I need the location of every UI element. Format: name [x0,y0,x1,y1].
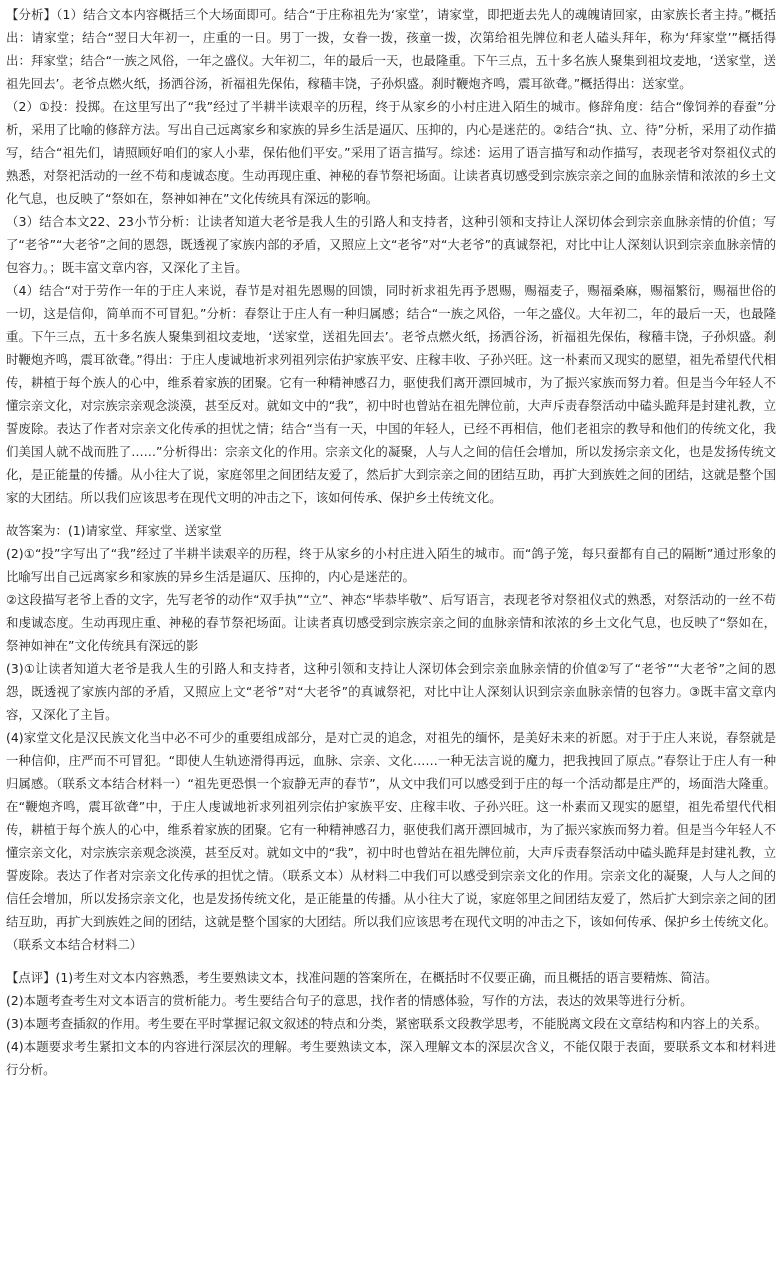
analysis-part-1: 【分析】（1）结合文本内容概括三个大场面即可。结合“于庄称祖先为‘家堂’，请家堂，即把逝去先人的魂魄请回家，由家族长者主持。”概括出：请家堂；结合“翌日大年初一，庄重的一日。男丁一拨，女眷一拨，孩童一拨，次第给祖先牌位和老人磕头拜年，称为‘拜家堂’”概括得出：拜家堂；结合“一族之风俗，一年之盛仪。大年初二，年的最后一天，也最隆重。下午三点，五十多名族人聚集到祖坟麦地，‘送家堂，送祖先回去’。老爷点燃火纸，扬洒谷汤，祈福祖先保佑，稼穑丰饶，子孙炽盛。刹时鞭炮齐鸣，震耳欲聋。”概括得出：送家堂。 [6,7,776,91]
analysis-part-2: （2）①投：投掷。在这里写出了“我”经过了半耕半读艰辛的历程，终于从家乡的小村庄进入陌生的城市。修辞角度：结合“像饲养的春蚕”分析，采用了比喻的修辞方法。写出自己远离家乡和家族的异乡生活是逼仄、压抑的，内心是迷茫的。②结合“执、立、待”分析，采用了动作描写，结合“祖先们，请照顾好咱们的家人小辈，保佑他们平安。”采用了语言描写。综述：运用了语言描写和动作描写，表现老爷对祭祖仪式的熟悉，对祭祀活动的一丝不苟和虔诚态度。生动再现庄重、神秘的春节祭祀场面。让读者真切感受到宗族宗亲之间的血脉亲情和浓浓的乡土文化气息，也反映了“祭如在，祭神如神在”文化传统具有深远的影响。 [6,99,776,206]
comment-1: 【点评】(1)考生对文本内容熟悉，考生要熟读文本，找准问题的答案所在，在概括时不仅要正确，而且概括的语言要精炼、简洁。 [6,970,718,985]
answer-section [6,519,776,956]
comment-2: (2)本题考查考生对文本语言的赏析能力。考生要结合句子的意思，找作者的情感体验，写作的方法，表达的效果等进行分析。 [6,993,693,1008]
analysis-section [6,3,776,509]
section-spacer [6,509,776,519]
answer-intro: 故答案为：(1)请家堂、拜家堂、送家堂 [6,523,222,538]
comment-4: (4)本题要求考生紧扣文本的内容进行深层次的理解。考生要熟读文本，深入理解文本的深层次含义，不能仅限于表面，要联系文本和材料进行分析。 [6,1039,776,1077]
analysis-part-4: （4）结合“对于劳作一年的于庄人来说，春节是对祖先恩赐的回馈，同时祈求祖先再予恩赐，赐福麦子，赐福桑麻，赐福繁衍，赐福世俗的一切，这是信仰，简单而不可冒犯。”分析：春祭让于庄人有一种归属感；结合“一族之风俗，一年之盛仪。大年初二，年的最后一天，也最隆重。下午三点，五十多名族人聚集到祖坟麦地，‘送家堂，送祖先回去’。老爷点燃火纸，扬洒谷汤，祈福祖先保佑，稼穑丰饶，子孙炽盛。刹时鞭炮齐鸣，震耳欲聋。”得出：于庄人虔诚地祈求列祖列宗佑护家族平安、庄稼丰收、子孙兴旺。这一朴素而又现实的愿望，祖先希望代代相传，耕植于每个族人的心中，维系着家族的团聚。它有一种精神感召力，驱使我们离开漂回城市，为了振兴家族而努力着。但是当今年轻人不懂宗亲文化，对宗族宗亲观念淡漠，甚至反对。就如文中的“我”，初中时也曾站在祖先牌位前，大声斥责春祭活动中磕头跪拜是封建礼教，立誓废除。表达了作者对宗亲文化传承的担忧之情；结合“当有一天，中国的年轻人，已经不再相信，他们老祖宗的教导和他们的传统文化，我们美国人就不战而胜了……”分析得出：宗亲文化的作用。宗亲文化的凝聚，人与人之间的信任会增加，所以发扬宗亲文化，也是发扬传统文化，是正能量的传播。从小往大了说，家庭邻里之间团结友爱了，然后扩大到宗亲之间的团结互助，再扩大到族姓之间的团结，这就是整个国家的大团结。所以我们应该思考在现代文明的冲击之下，该如何传承、保护乡土传统文化。 [6,283,776,505]
comment-section [6,966,776,1081]
analysis-part-3: （3）结合本文22、23小节分析：让读者知道大老爷是我人生的引路人和支持者，这种引领和支持让人深切体会到宗亲血脉亲情的价值；写了“老爷”“大老爷”之间的恩怨，既透视了家族内部的矛盾，又照应上文“老爷”对“大老爷”的真诚祭祀，对比中让人深刻认识到宗亲血脉亲情的包容力。；既丰富文章内容，又深化了主旨。 [6,214,777,275]
answer-4: (4)家堂文化是汉民族文化当中必不可少的重要组成部分，是对亡灵的追念，对祖先的缅怀，是美好未来的祈愿。对于于庄人来说，春祭就是一种信仰，庄严而不可冒犯。“即使人生轨迹滑得再远，血脉、宗亲、文化……一种无法言说的魔力，把我拽回了原点。”春祭让于庄人有一种归属感。（联系文本结合材料一）“祖先更恐惧一个寂静无声的春节”，从文中我们可以感受到于庄的每一个活动都是庄严的，场面浩大隆重。在“鞭炮齐鸣，震耳欲聋”中，于庄人虔诚地祈求列祖列宗佑护家族平安、庄稼丰收、子孙兴旺。这一朴素而又现实的愿望，祖先希望代代相传，耕植于每个族人的心中，维系着家族的团聚。它有一种精神感召力，驱使我们离开漂回城市，为了振兴家族而努力着。但是当今年轻人不懂宗亲文化，对宗族宗亲观念淡漠，甚至反对。就如文中的“我”，初中时也曾站在祖先牌位前，大声斥责春祭活动中磕头跪拜是封建礼教，立誓废除。表达了作者对宗亲文化传承的担忧之情。（联系文本）从材料二中我们可以感受到宗亲文化的作用。宗亲文化的凝聚，人与人之间的信任会增加，所以发扬宗亲文化，也是发扬传统文化，是正能量的传播。从小往大了说，家庭邻里之间团结友爱了，然后扩大到宗亲之间的团结互助，再扩大到族姓之间的团结，这就是整个国家的大团结。所以我们应该思考在现代文明的冲击之下，该如何传承、保护乡土传统文化。（联系文本结合材料二） [6,730,776,952]
answer-2-1: (2)①“投”字写出了“我”经过了半耕半读艰辛的历程，终于从家乡的小村庄进入陌生的城市。而“鸽子笼，每只蚕都有自己的隔断”通过形象的比喻写出自己远离家乡和家族的异乡生活是逼仄、压抑的，内心是迷茫的。 [6,546,776,584]
answer-2-2: ②这段描写老爷上香的文字，先写老爷的动作“双手执”“立”、神态“毕恭毕敬”、后写语言，表现老爷对祭祖仪式的熟悉，对祭活动的一丝不苟和虔诚态度。生动再现庄重、神秘的春节祭祀场面。让读者真切感受到宗族宗亲之间的血脉亲情和浓浓的乡土文化气息，也反映了“祭如在，祭神如神在”文化传统具有深远的影 [6,592,776,653]
comment-3: (3)本题考查插叙的作用。考生要在平时掌握记叙文叙述的特点和分类，紧密联系文段教学思考，不能脱离文段在文章结构和内容上的关系。 [6,1016,767,1031]
answer-3: (3)①让读者知道大老爷是我人生的引路人和支持者，这种引领和支持让人深切体会到宗亲血脉亲情的价值②写了“老爷”“大老爷”之间的恩怨，既透视了家族内部的矛盾，又照应上文“老爷”对“大老爷”的真诚祭祀，对比中让人深刻认识到宗亲血脉亲情的包容力。③既丰富文章内容，又深化了主旨。 [6,661,776,722]
section-spacer [6,956,776,966]
